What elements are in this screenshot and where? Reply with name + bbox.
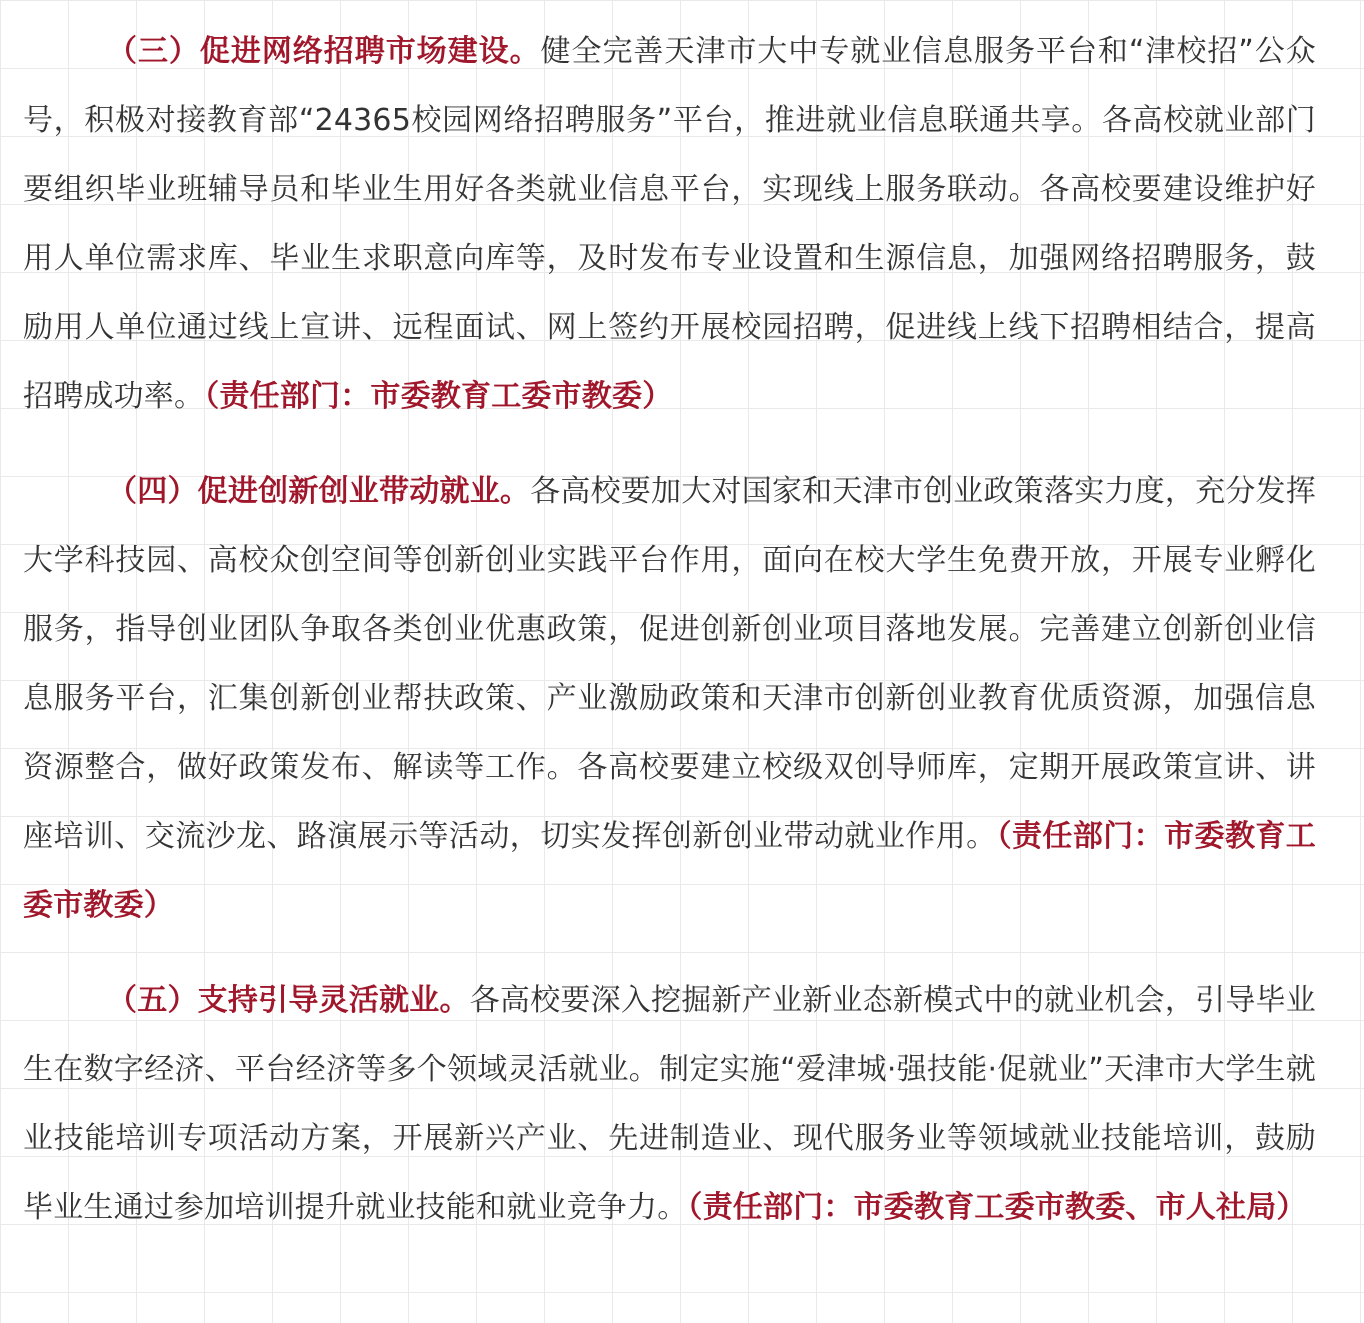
section-5-paragraph — [23, 966, 1316, 1242]
section-4-body: 各高校要加大对国家和天津市创业政策落实力度，充分发挥大学科技园、高校众创空间等创新创业实践平台作用，面向在校大学生免费开放，开展专业孵化服务，指导创业团队争取各类创业优惠政策，促进创新创业项目落地发展。完善建立创新创业信息服务平台，汇集创新创业帮扶政策、产业激励政策和天津市创新创业教育优质资源，加强信息资源整合，做好政策发布、解读等工作。各高校要建立校级双创导师库，定期开展政策宣讲、讲座培训、交流沙龙、路演展示等活动，切实发挥创新创业带动就业作用。 — [23, 474, 1316, 854]
section-5-heading: （五）支持引导灵活就业。 — [107, 983, 470, 1018]
section-3-paragraph — [23, 17, 1316, 431]
section-3-department: （责任部门：市委教育工委市教委） — [204, 379, 673, 414]
section-3-heading: （三）促进网络招聘市场建设。 — [107, 34, 541, 69]
section-5-department: （责任部门：市委教育工委市教委、市人社局） — [687, 1190, 1307, 1225]
document-body — [23, 17, 1316, 1242]
section-4-heading: （四）促进创新创业带动就业。 — [107, 474, 531, 509]
section-3-body: 健全完善天津市大中专就业信息服务平台和“津校招”公众号，积极对接教育部“24365校园网络招聘服务”平台，推进就业信息联通共享。各高校就业部门要组织毕业班辅导员和毕业生用好各类就业信息平台，实现线上服务联动。各高校要建设维护好用人单位需求库、毕业生求职意向库等，及时发布专业设置和生源信息，加强网络招聘服务，鼓励用人单位通过线上宣讲、远程面试、网上签约开展校园招聘，促进线上线下招聘相结合，提高招聘成功率。 — [23, 34, 1316, 414]
section-4-paragraph — [23, 457, 1316, 940]
section-5-body: 各高校要深入挖掘新产业新业态新模式中的就业机会，引导毕业生在数字经济、平台经济等多个领域灵活就业。制定实施“爱津城·强技能·促就业”天津市大学生就业技能培训专项活动方案，开展新兴产业、先进制造业、现代服务业等领域就业技能培训，鼓励毕业生通过参加培训提升就业技能和就业竞争力。 — [23, 983, 1316, 1225]
section-4-department: （责任部门：市委教育工委市教委） — [23, 819, 1316, 923]
